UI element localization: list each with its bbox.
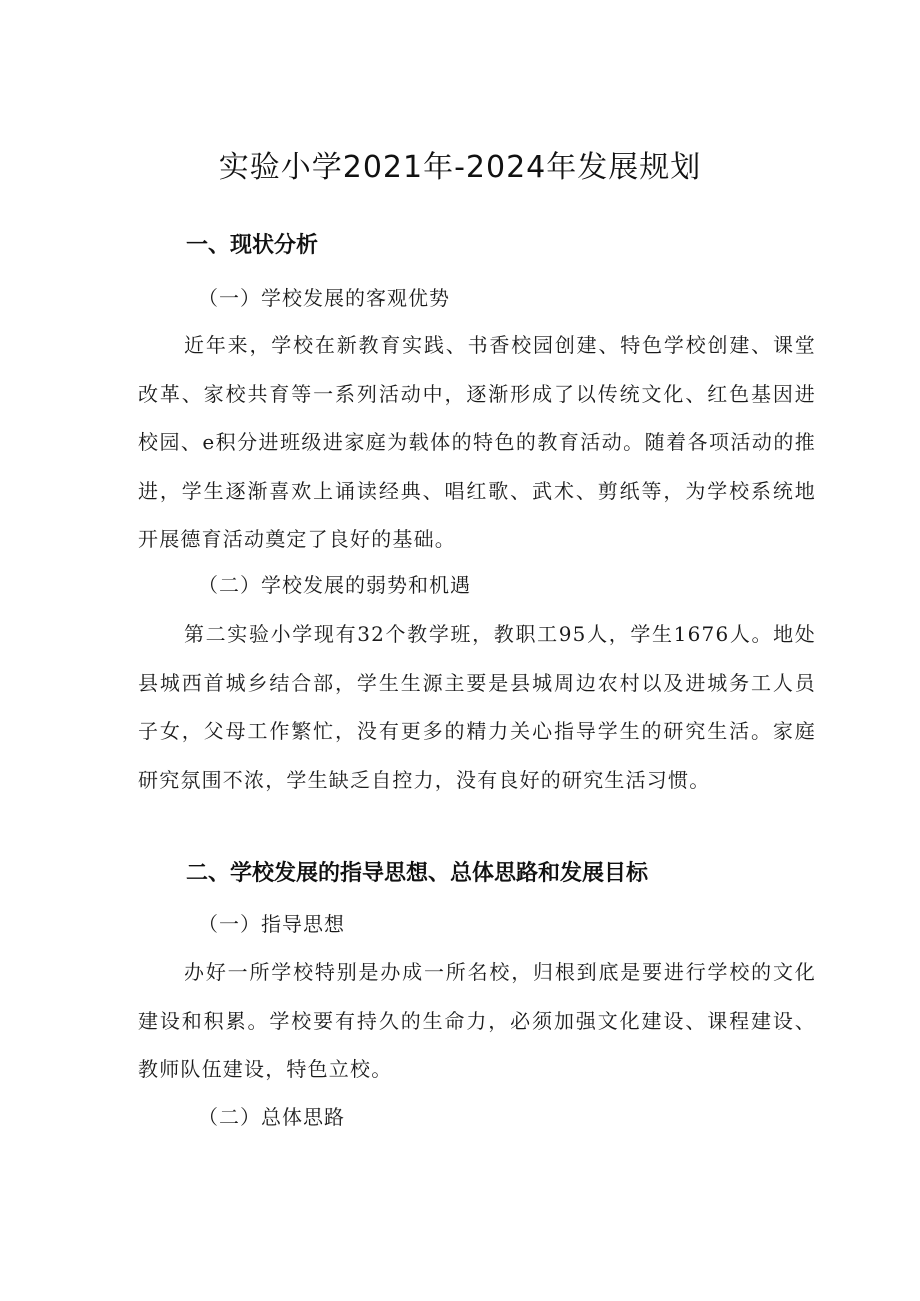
section-1-sub-2-paragraph: 第二实验小学现有32个教学班，教职工95人，学生1676人。地处县城西首城乡结合部，学生生源主要是县城周边农村以及进城务工人员子女，父母工作繁忙，没有更多的精力关心指导学生的研究生活。家庭研究氛围不浓，学生缺乏自控力，没有良好的研究生活习惯。 [138,622,816,792]
section-1-sub-1-paragraph: 近年来，学校在新教育实践、书香校园创建、特色学校创建、课堂改革、家校共育等一系列活动中，逐渐形成了以传统文化、红色基因进校园、e积分进班级进家庭为载体的特色的教育活动。随着各项活动的推进，学生逐渐喜欢上诵读经典、唱红歌、武术、剪纸等，为学校系统地开展德育活动奠定了良好的基础。 [138,333,816,551]
document-title: 实验小学2021年-2024年发展规划 [218,150,702,185]
section-2-sub-2-heading: （二）总体思路 [198,1105,345,1129]
section-1-heading: 一、现状分析 [186,233,319,258]
section-2-sub-1-paragraph: 办好一所学校特别是办成一所名校，归根到底是要进行学校的文化建设和积累。学校要有持久的生命力，必须加强文化建设、课程建设、教师队伍建设，特色立校。 [138,960,816,1081]
section-1-sub-2-heading: （二）学校发展的弱势和机遇 [198,573,471,597]
section-2-sub-1-heading: （一）指导思想 [198,912,345,936]
section-2-heading: 二、学校发展的指导思想、总体思路和发展目标 [186,861,649,886]
section-1-sub-1-heading: （一）学校发展的客观优势 [198,286,450,310]
